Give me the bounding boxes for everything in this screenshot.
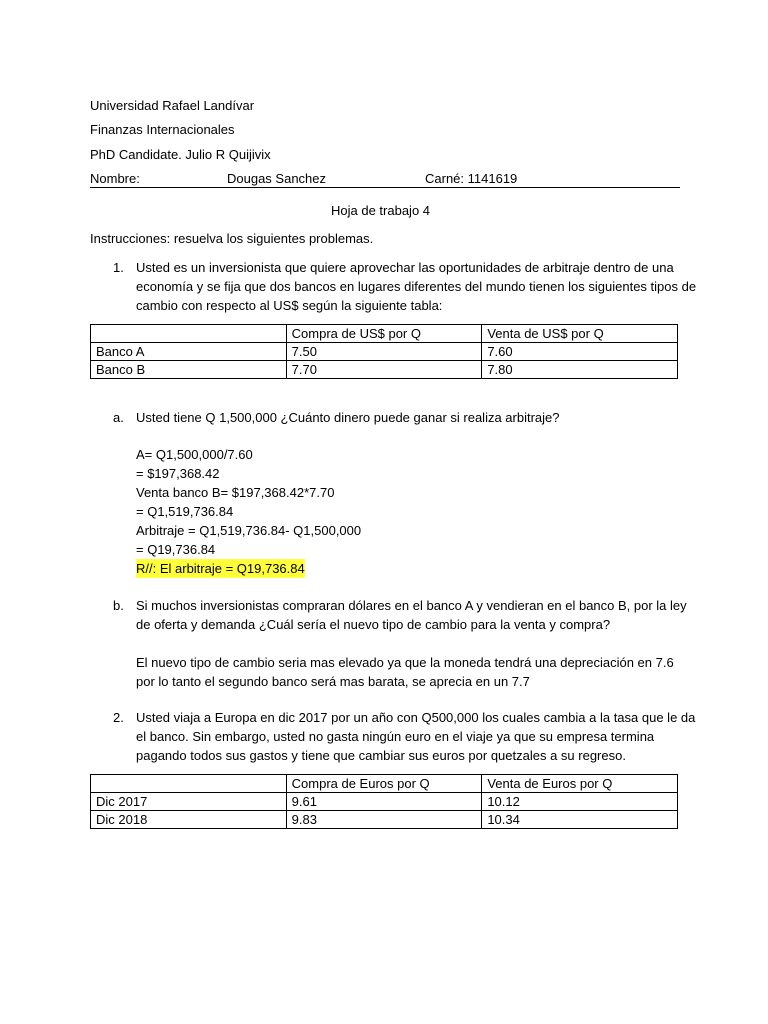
table-header-cell: Compra de US$ por Q — [286, 325, 482, 343]
part-b-answer-line-1: El nuevo tipo de cambio seria mas elevado ya que la moneda tendrá una depreciación en 7.6 — [136, 655, 674, 670]
highlighted-answer: R//: El arbitraje = Q19,736.84 — [136, 561, 305, 576]
header-divider — [90, 187, 680, 188]
problem-1-line-3: cambio con respecto al US$ según la siguiente tabla: — [136, 298, 443, 313]
part-a-letter: a. — [113, 410, 124, 425]
table-header-cell: Compra de Euros por Q — [286, 775, 482, 793]
problem-2-line-2: el banco. Sin embargo, usted no gasta ningún euro en el viaje ya que su empresa termina — [136, 729, 655, 744]
problem-1-line-1: Usted es un inversionista que quiere aprovechar las oportunidades de arbitraje dentro de una — [136, 260, 674, 275]
table-cell: 7.70 — [286, 361, 482, 379]
work-line: = $197,368.42 — [136, 466, 220, 481]
table-header-row — [91, 775, 678, 793]
student-name: Dougas Sanchez — [227, 171, 327, 186]
exchange-rate-table-usd — [90, 324, 678, 379]
table-cell: Banco A — [91, 343, 287, 361]
table-row — [91, 793, 678, 811]
table-row — [91, 343, 678, 361]
table-cell: Dic 2017 — [91, 793, 287, 811]
course-name: Finanzas Internacionales — [90, 122, 235, 137]
university-name: Universidad Rafael Landívar — [90, 98, 255, 113]
work-line: = Q1,519,736.84 — [136, 504, 234, 519]
part-b-letter: b. — [113, 598, 124, 613]
table-cell: Dic 2018 — [91, 811, 287, 829]
table-cell: 9.83 — [286, 811, 482, 829]
part-b-question-line-1: Si muchos inversionistas compraran dólares en el banco A y vendieran en el banco B, por la ley — [136, 598, 687, 613]
table-cell: 7.80 — [482, 361, 678, 379]
table-cell: 10.34 — [482, 811, 678, 829]
table-cell: 9.61 — [286, 793, 482, 811]
page-title: Hoja de trabajo 4 — [331, 203, 431, 218]
work-line: = Q19,736.84 — [136, 542, 216, 557]
part-a-question: Usted tiene Q 1,500,000 ¿Cuánto dinero puede ganar si realiza arbitraje? — [136, 410, 560, 425]
carne-label: Carné: 1141619 — [425, 171, 518, 186]
table-header-cell: Venta de Euros por Q — [482, 775, 678, 793]
instructor-name: PhD Candidate. Julio R Quijivix — [90, 147, 271, 162]
problem-2-number: 2. — [113, 710, 124, 725]
table-cell: 7.60 — [482, 343, 678, 361]
table-header-row — [91, 325, 678, 343]
table-cell: 7.50 — [286, 343, 482, 361]
table-row — [91, 811, 678, 829]
instructions: Instrucciones: resuelva los siguientes problemas. — [90, 231, 374, 246]
table-header-cell: Venta de US$ por Q — [482, 325, 678, 343]
table-row — [91, 361, 678, 379]
table-header-cell — [91, 325, 287, 343]
name-label: Nombre: — [90, 171, 140, 186]
table-cell: 10.12 — [482, 793, 678, 811]
part-b-answer-line-2: por lo tanto el segundo banco será mas barata, se aprecia en un 7.7 — [136, 674, 530, 689]
exchange-rate-table-euro — [90, 774, 678, 829]
problem-1-line-2: economía y se fija que dos bancos en lugares diferentes del mundo tienen los siguientes tipos de — [136, 279, 697, 294]
problem-2-line-3: pagando todos sus gastos y tiene que cambiar sus euros por quetzales a su regreso. — [136, 748, 626, 763]
work-line: Arbitraje = Q1,519,736.84- Q1,500,000 — [136, 523, 362, 538]
problem-2-line-1: Usted viaja a Europa en dic 2017 por un año con Q500,000 los cuales cambia a la tasa que le da — [136, 710, 696, 725]
table-cell: Banco B — [91, 361, 287, 379]
work-line: Venta banco B= $197,368.42*7.70 — [136, 485, 335, 500]
work-line: A= Q1,500,000/7.60 — [136, 447, 253, 462]
table-header-cell — [91, 775, 287, 793]
problem-1-number: 1. — [113, 260, 124, 275]
part-b-question-line-2: de oferta y demanda ¿Cuál sería el nuevo tipo de cambio para la venta y compra? — [136, 617, 611, 632]
